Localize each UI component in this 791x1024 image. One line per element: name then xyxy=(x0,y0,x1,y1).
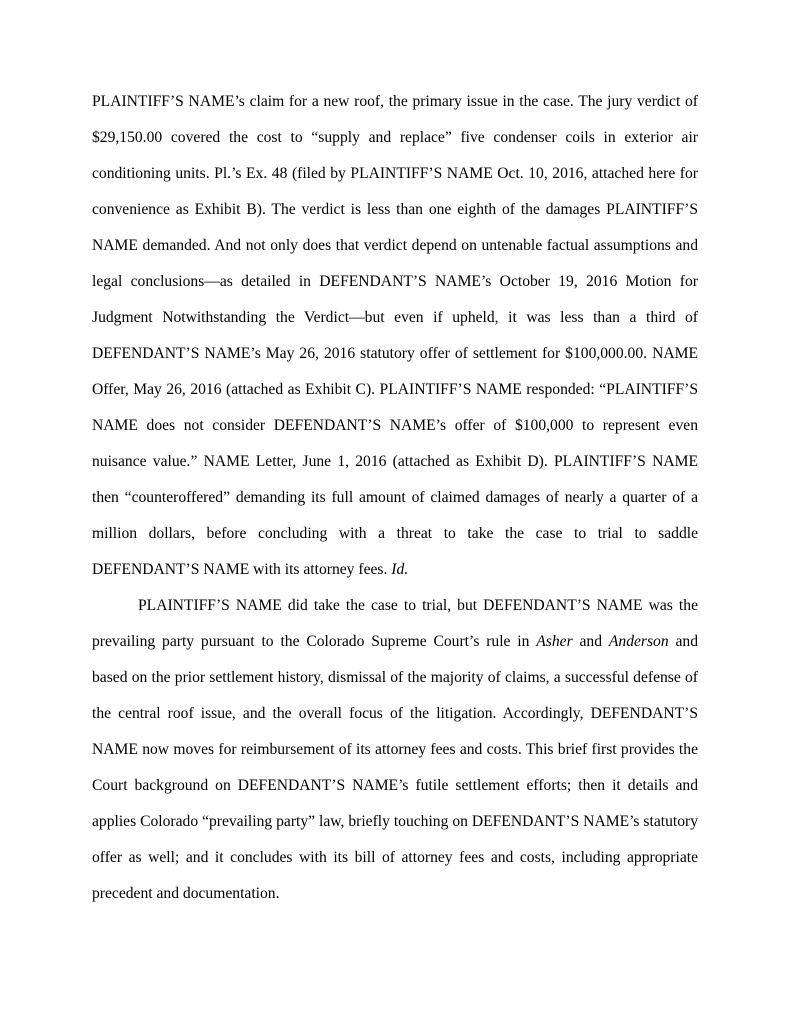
citation-id: Id. xyxy=(391,561,409,578)
case-name-anderson: Anderson xyxy=(608,633,669,650)
document-body xyxy=(92,84,698,912)
paragraph-2 xyxy=(92,588,698,912)
paragraph-2-text-a: PLAINTIFF’S NAME did take the case to trial, but DEFENDANT’S NAME was the prevailing party pursuant to the Colorado Supreme Court’s rule in xyxy=(92,597,698,650)
case-name-asher: Asher xyxy=(536,633,573,650)
paragraph-2-text-c: and based on the prior settlement history, dismissal of the majority of claims, a successful defense of the central roof issue, and the overall focus of the litigation. Accordingly, DEFENDANT’S NAME now moves for reimbursement of its attorney fees and costs. This brief first provides the Court background on DEFENDANT’S NAME’s futile settlement efforts; then it details and applies Colorado “prevailing party” law, briefly touching on DEFENDANT’S NAME’s statutory offer as well; and it concludes with its bill of attorney fees and costs, including appropriate precedent and documentation. xyxy=(92,633,699,902)
paragraph-1-text: PLAINTIFF’S NAME’s claim for a new roof, the primary issue in the case. The jury verdict of $29,150.00 covered the cost to “supply and replace” five condenser coils in exterior air conditioning units. Pl.’s Ex. 48 (filed by PLAINTIFF’S NAME Oct. 10, 2016, attached here for convenience as Exhibit B). The verdict is less than one eighth of the damages PLAINTIFF’S NAME demanded. And not only does that verdict depend on untenable factual assumptions and legal conclusions—as detailed in DEFENDANT’S NAME’s October 19, 2016 Motion for Judgment Notwithstanding the Verdict—but even if upheld, it was less than a third of DEFENDANT’S NAME’s May 26, 2016 statutory offer of settlement for $100,000.00. NAME Offer, May 26, 2016 (attached as Exhibit C). PLAINTIFF’S NAME responded: “PLAINTIFF’S NAME does not consider DEFENDANT’S NAME’s offer of $100,000 to represent even nuisance value.” NAME Letter, June 1, 2016 (attached as Exhibit D). PLAINTIFF’S NAME then “counteroffered” demanding its full amount of claimed damages of nearly a quarter of a million dollars, before concluding with a threat to take the case to trial to saddle DEFENDANT’S NAME with its attorney fees. xyxy=(92,93,698,578)
paragraph-2-text-b: and xyxy=(572,633,609,650)
paragraph-1 xyxy=(92,84,698,588)
